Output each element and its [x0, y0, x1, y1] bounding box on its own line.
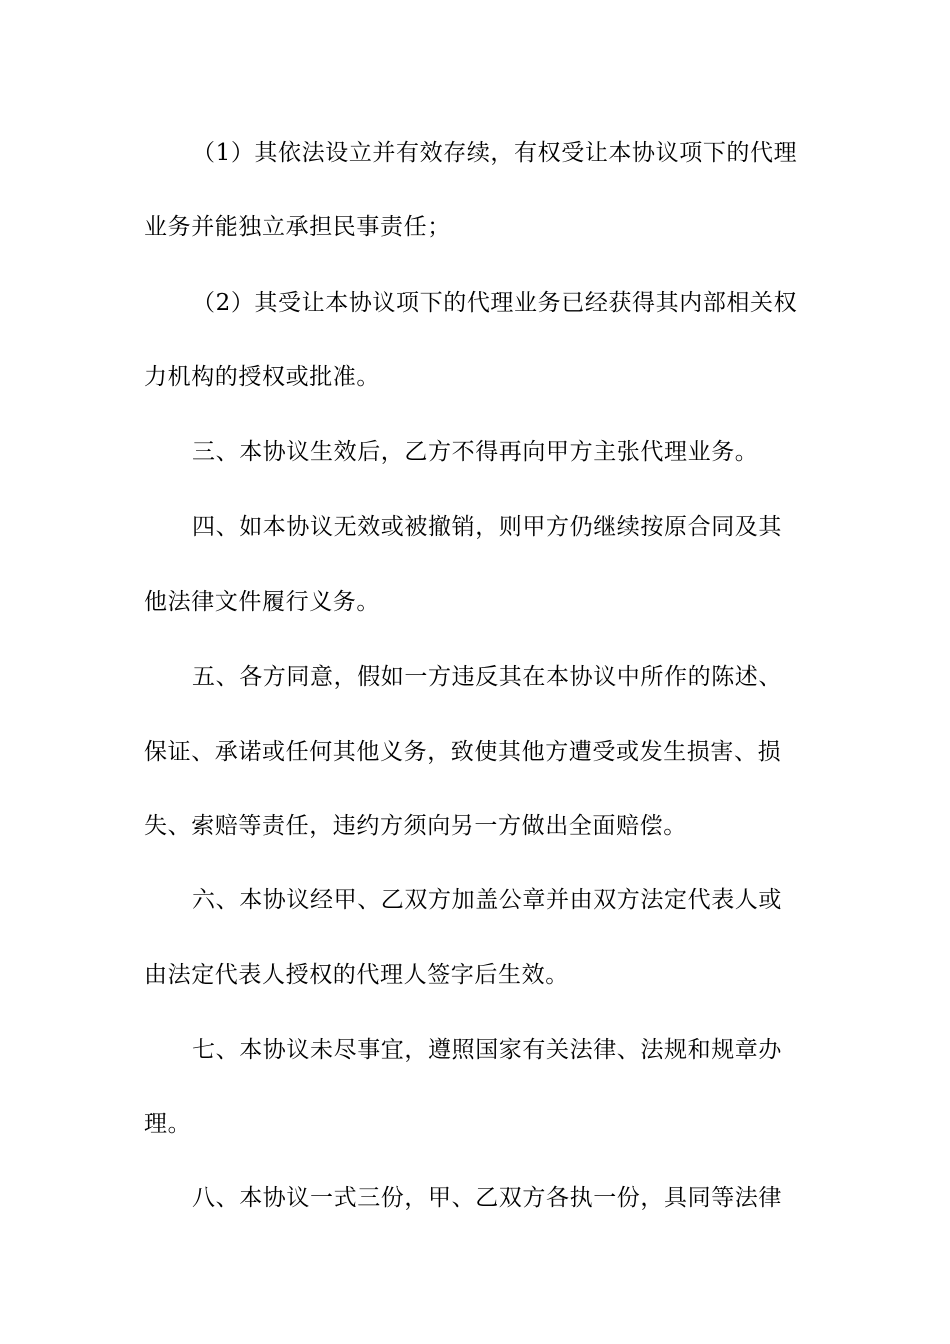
clause-seven-line-1: 七、本协议未尽事宜，遵照国家有关法律、法规和规章办	[192, 1037, 782, 1063]
clause-six-line-1: 六、本协议经甲、乙双方加盖公章并由双方法定代表人或	[192, 887, 782, 913]
clause-1-line-1: （1）其依法设立并有效存续，有权受让本协议项下的代理	[192, 140, 798, 166]
clause-six-line-2: 由法定代表人授权的代理人签字后生效。	[144, 962, 569, 988]
clause-five-line-3: 失、索赔等责任，违约方须向另一方做出全面赔偿。	[144, 813, 687, 839]
clause-four-line-2: 他法律文件履行义务。	[144, 589, 380, 615]
clause-2-line-1: （2）其受让本协议项下的代理业务已经获得其内部相关权	[192, 290, 798, 316]
clause-three-line-1: 三、本协议生效后，乙方不得再向甲方主张代理业务。	[192, 439, 759, 465]
clause-five-line-1: 五、各方同意，假如一方违反其在本协议中所作的陈述、	[192, 664, 782, 690]
clause-four-line-1: 四、如本协议无效或被撤销，则甲方仍继续按原合同及其	[192, 514, 782, 540]
clause-five-line-2: 保证、承诺或任何其他义务，致使其他方遭受或发生损害、损	[144, 739, 782, 765]
clause-2-line-2: 力机构的授权或批准。	[144, 364, 380, 390]
clause-1-line-2: 业务并能独立承担民事责任；	[144, 214, 451, 240]
clause-eight-line-1: 八、本协议一式三份，甲、乙双方各执一份，具同等法律	[192, 1185, 782, 1211]
clause-seven-line-2: 理。	[144, 1111, 192, 1137]
